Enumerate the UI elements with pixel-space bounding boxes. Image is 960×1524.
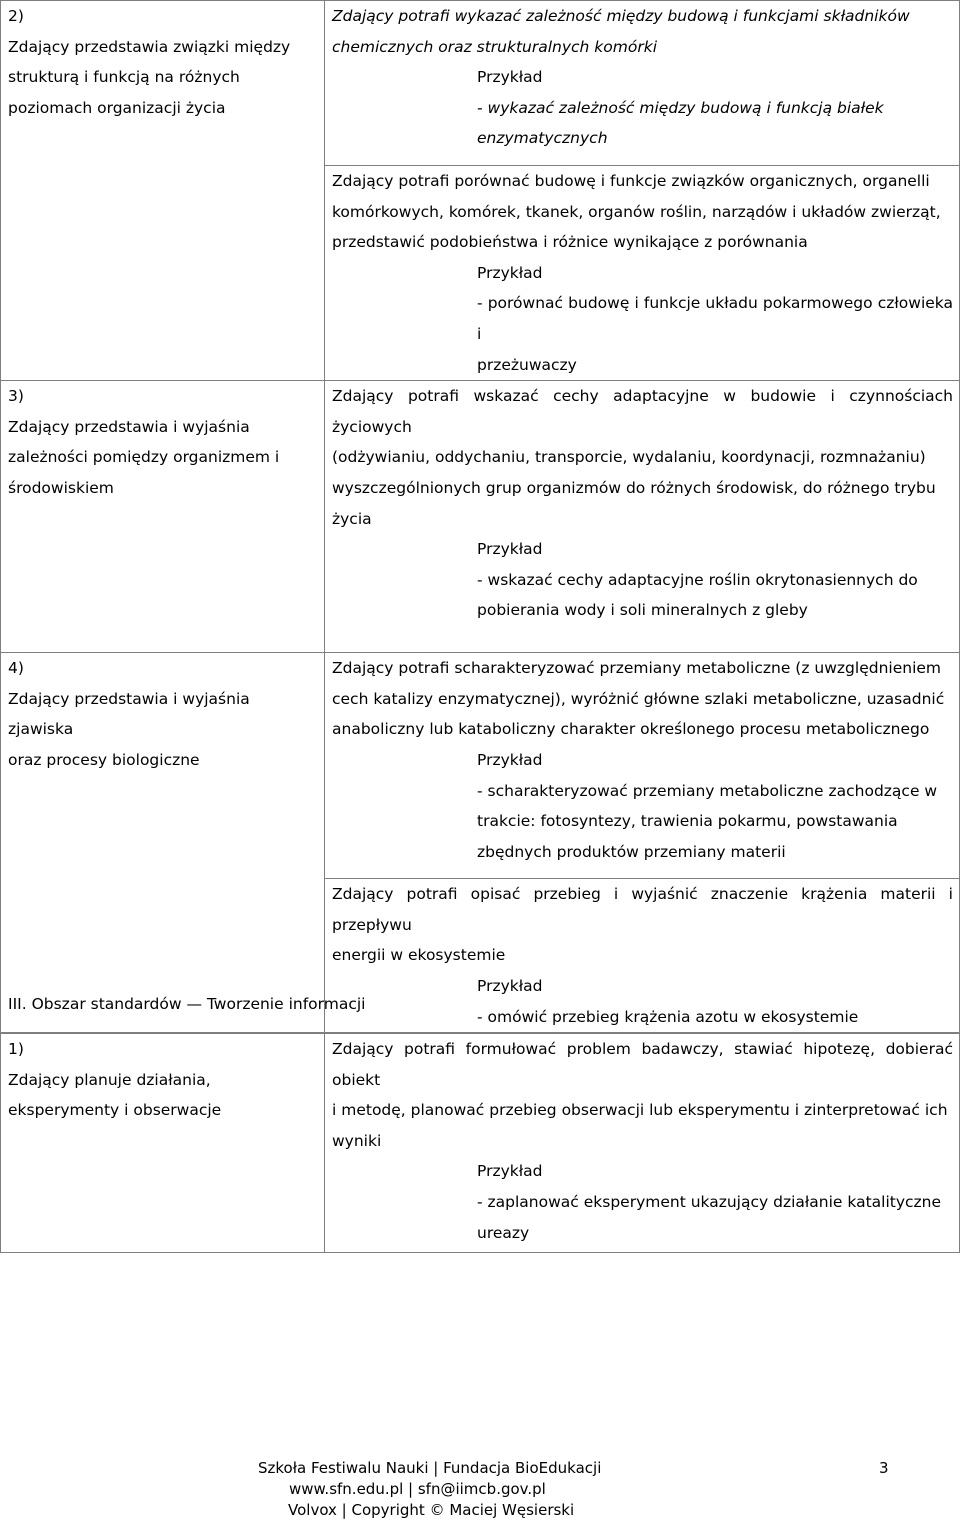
example-line: - wskazać cechy adaptacyjne roślin okrytonasiennych do — [477, 570, 918, 589]
skill-line: chemicznych oraz strukturalnych komórki — [332, 37, 658, 56]
example-label: Przykład — [477, 263, 543, 282]
example-label: Przykład — [477, 750, 543, 769]
requirement-line: zależności pomiędzy organizmem i — [8, 448, 280, 467]
example-line: - omówić przebieg krążenia azotu w ekosystemie — [477, 1007, 859, 1026]
example-line: enzymatycznych — [477, 129, 608, 148]
standards-table — [0, 1033, 960, 1253]
skill-cell — [325, 879, 960, 1033]
example-line: - wykazać zależność między budową i funkcją białek — [477, 98, 884, 117]
example-line: przeżuwaczy — [477, 355, 577, 374]
footer-contact: www.sfn.edu.pl | sfn@iimcb.gov.pl — [289, 1480, 546, 1498]
section-title: III. Obszar standardów — Tworzenie informacji — [8, 995, 366, 1013]
table-row — [1, 1034, 960, 1253]
table-row — [1, 653, 960, 879]
skill-line: Zdający potrafi formułować problem badawczy, stawiać hipotezę, dobierać obiekt — [332, 1040, 953, 1089]
skill-line: życia — [332, 509, 372, 528]
example-line: - scharakteryzować przemiany metaboliczne zachodzące w — [477, 781, 938, 800]
footer-copyright: Volvox | Copyright © Maciej Węsierski — [288, 1501, 575, 1519]
requirement-line: Zdający przedstawia związki między — [8, 37, 291, 56]
skill-cell — [325, 1034, 960, 1253]
skill-line: (odżywianiu, oddychaniu, transporcie, wydalaniu, koordynacji, rozmnażaniu) — [332, 448, 926, 467]
skill-line: energii w ekosystemie — [332, 946, 506, 965]
requirement-line: poziomach organizacji życia — [8, 98, 226, 117]
requirement-cell — [1, 653, 325, 1033]
requirement-line: środowiskiem — [8, 478, 114, 497]
skill-line: Zdający potrafi porównać budowę i funkcje związków organicznych, organelli — [332, 172, 930, 190]
table-row — [1, 1, 960, 166]
skill-cell — [325, 653, 960, 879]
example-label: Przykład — [477, 68, 543, 87]
requirement-cell — [1, 1034, 325, 1253]
requirement-number: 4) — [8, 659, 24, 678]
table-row — [1, 381, 960, 653]
skill-line: Zdający potrafi opisać przebieg i wyjaśnić znaczenie krążenia materii i przepływu — [332, 885, 953, 934]
example-line: - porównać budowę i funkcje układu pokarmowego człowieka i — [477, 294, 953, 343]
example-label: Przykład — [477, 976, 543, 995]
requirement-number: 2) — [8, 7, 24, 25]
requirement-line: Zdający przedstawia i wyjaśnia zjawiska — [8, 689, 250, 739]
skill-line: cech katalizy enzymatycznej), wyróżnić główne szlaki metaboliczne, uzasadnić — [332, 689, 945, 708]
skill-line: wyszczególnionych grup organizmów do różnych środowisk, do różnego trybu — [332, 478, 936, 497]
requirement-line: oraz procesy biologiczne — [8, 750, 200, 769]
example-line: zbędnych produktów przemiany materii — [477, 842, 786, 861]
footer-organization: Szkoła Festiwalu Nauki | Fundacja BioEdukacji — [258, 1459, 602, 1477]
skill-line: Zdający potrafi scharakteryzować przemiany metaboliczne (z uwzględnieniem — [332, 659, 942, 678]
requirement-number: 3) — [8, 387, 24, 406]
skill-line: anaboliczny lub kataboliczny charakter określonego procesu metabolicznego — [332, 720, 930, 739]
page-number: 3 — [879, 1459, 889, 1477]
skill-line: komórkowych, komórek, tkanek, organów roślin, narządów i układów zwierząt, — [332, 202, 941, 221]
skill-line: wyniki — [332, 1131, 382, 1150]
requirement-cell — [1, 381, 325, 653]
example-line: pobierania wody i soli mineralnych z gleby — [477, 601, 808, 620]
requirement-line: strukturą i funkcją na różnych — [8, 68, 240, 87]
example-line: trakcie: fotosyntezy, trawienia pokarmu, powstawania — [477, 812, 898, 831]
requirement-line: Zdający przedstawia i wyjaśnia — [8, 417, 250, 436]
example-line: ureazy — [477, 1223, 530, 1242]
requirement-line: eksperymenty i obserwacje — [8, 1101, 222, 1120]
skill-line: Zdający potrafi wykazać zależność między budową i funkcjami składników — [332, 7, 910, 25]
requirement-line: Zdający planuje działania, — [8, 1070, 211, 1089]
skill-cell — [325, 381, 960, 653]
skill-line: Zdający potrafi wskazać cechy adaptacyjne w budowie i czynnościach życiowych — [332, 387, 953, 436]
skill-line: i metodę, planować przebieg obserwacji lub eksperymentu i zinterpretować ich — [332, 1101, 948, 1120]
example-label: Przykład — [477, 1162, 543, 1181]
example-label: Przykład — [477, 540, 543, 559]
skill-cell — [325, 1, 960, 166]
skill-line: przedstawić podobieństwa i różnice wynikające z porównania — [332, 233, 808, 252]
skill-cell — [325, 166, 960, 381]
example-line: - zaplanować eksperyment ukazujący działanie katalityczne — [477, 1192, 942, 1211]
requirement-number: 1) — [8, 1040, 24, 1058]
requirement-cell — [1, 1, 325, 381]
